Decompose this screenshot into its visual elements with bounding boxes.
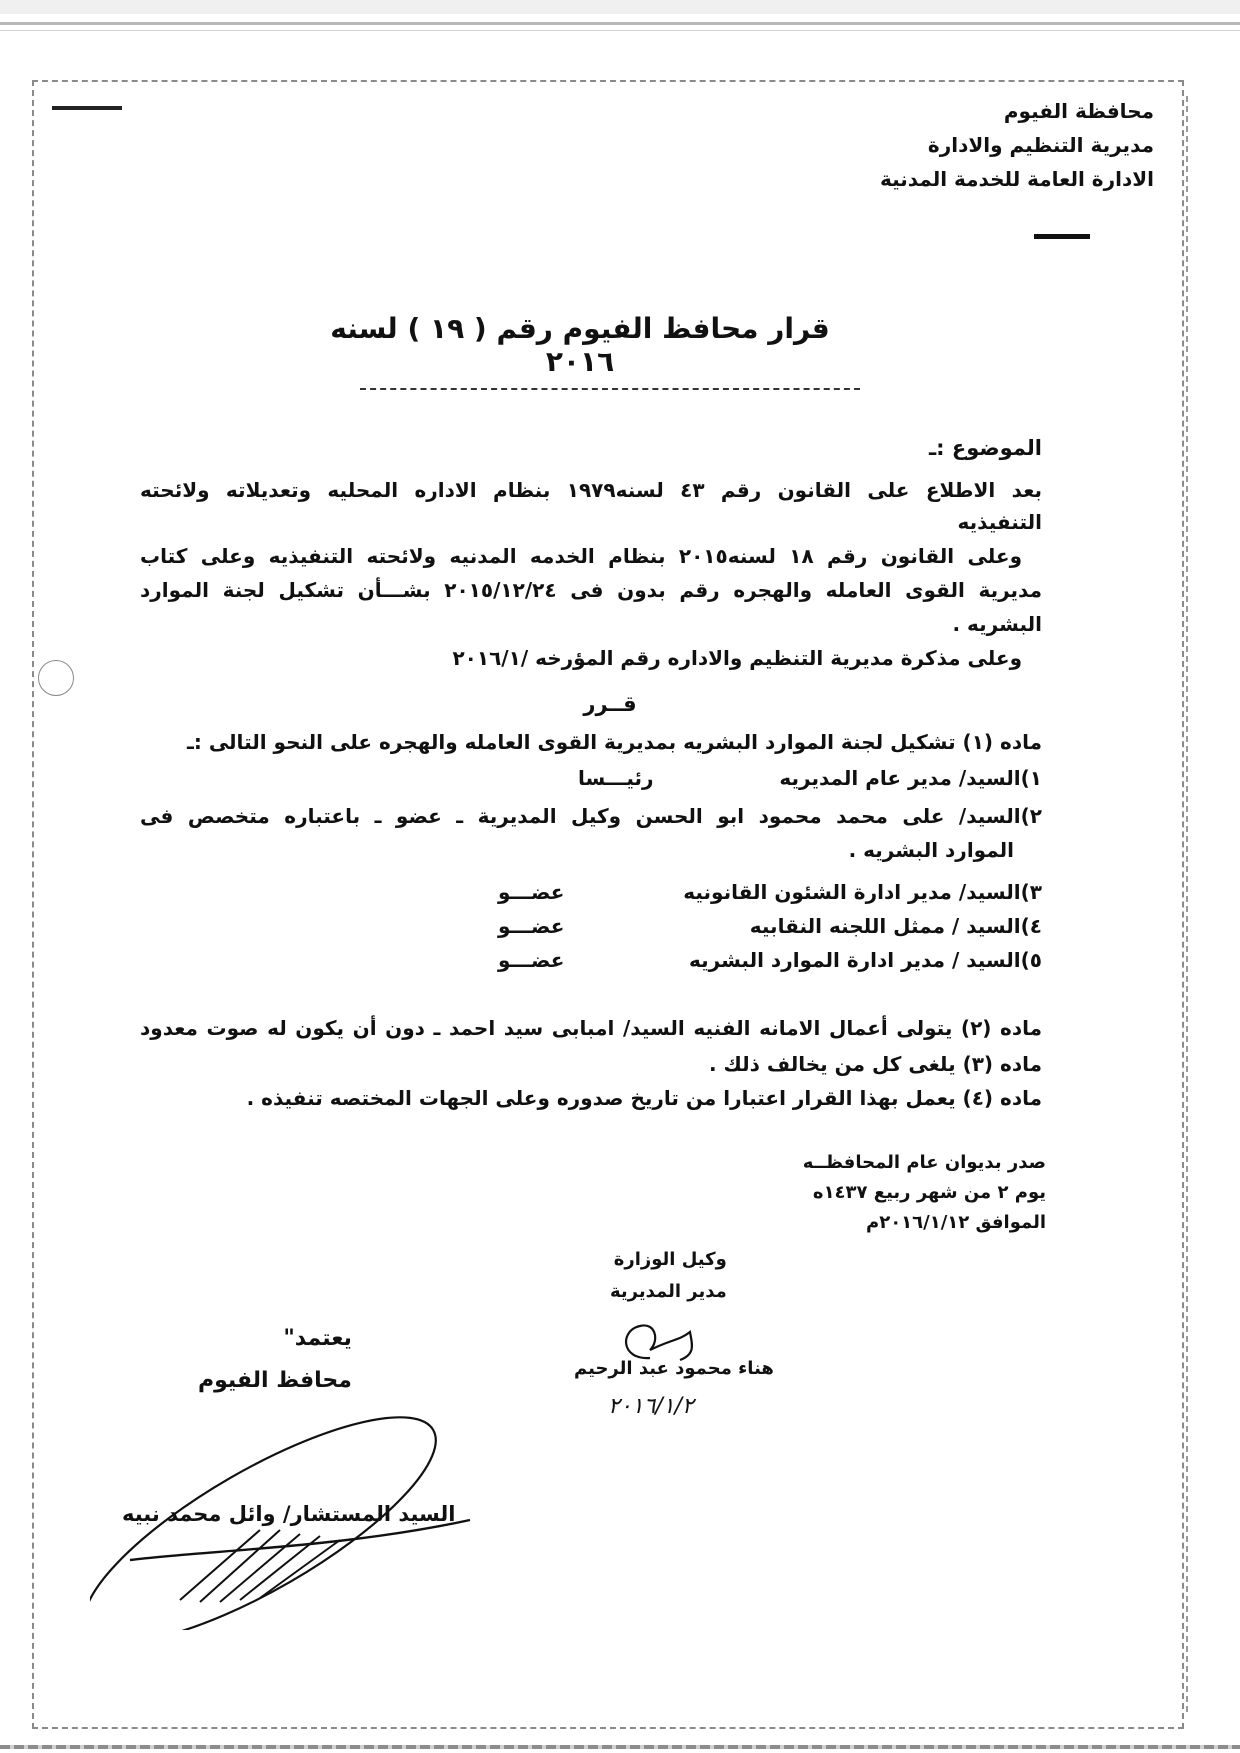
scan-edge-line [0,30,1240,31]
deputy-signature-date: ٢٠١٦/١/٢ [608,1394,694,1419]
scan-edge-line [0,22,1240,25]
letterhead-directorate: مديرية التنظيم والادارة [927,133,1154,157]
punch-hole [38,660,74,696]
member-role: عضـــو [498,948,565,972]
governor-title: محافظ الفيوم [198,1368,352,1393]
letterhead-rule [1034,234,1090,239]
decree-title: قرار محافظ الفيوم رقم ( ١٩ ) لسنه ٢٠١٦ [330,312,830,378]
scan-border-bottom [0,1745,1240,1749]
committee-member: ٣)السيد/ مدير ادارة الشئون القانونيه [683,880,1042,904]
letterhead-governorate: محافظة الفيوم [1003,99,1154,123]
letterhead [880,94,1154,196]
document-frame-edge [1186,96,1188,1716]
article-2: ماده (٢) يتولى أعمال الامانه الفنيه السيد/ امبابى سيد احمد ـ دون أن يكون له صوت معدود [140,1016,1042,1040]
issued-gregorian-date: الموافق ٢٠١٦/١/١٢م [866,1212,1046,1233]
article-4: ماده (٤) يعمل بهذا القرار اعتبارا من تاريخ صدوره وعلى الجهات المختصه تنفيذه . [246,1086,1042,1110]
subject-label: الموضوع :ـ [928,436,1042,460]
deputy-position: مدير المديرية [610,1281,727,1302]
scan-border-top [0,0,1240,14]
title-divider [360,388,860,390]
preamble-line: وعلى القانون رقم ١٨ لسنه٢٠١٥ بنظام الخدمه المدنيه ولائحته التنفيذيه وعلى كتاب [140,544,1022,568]
preamble-line: التنفيذيه [957,510,1042,534]
preamble-line: البشريه . [952,612,1042,636]
committee-member: ٢)السيد/ على محمد محمود ابو الحسن وكيل المديرية ـ عضو ـ باعتباره متخصص فى [140,804,1042,828]
member-role: عضـــو [498,914,565,938]
decided-heading: قــرر [583,692,637,716]
preamble-line: مديرية القوى العامله والهجره رقم بدون فى ٢٠١٥/١٢/٢٤ بشـــأن تشكيل لجنة الموارد [140,578,1042,602]
issued-hijri-date: يوم ٢ من شهر ربيع ١٤٣٧ه [812,1182,1046,1203]
deputy-title: وكيل الوزارة [613,1249,727,1270]
article-1: ماده (١) تشكيل لجنة الموارد البشريه بمديرية القوى العامله والهجره على النحو التالى :ـ [187,730,1042,754]
committee-member-continued: الموارد البشريه . [848,838,1014,862]
counsellor-name: السيد المستشار/ وائل محمد نبيه [122,1502,456,1526]
letterhead-department: الادارة العامة للخدمة المدنية [879,167,1154,191]
governor-signature [90,1330,510,1630]
approval-label: يعتمد" [283,1326,352,1351]
issuance-block [803,1148,1046,1238]
deputy-name: هناء محمود عبد الرحيم [574,1358,774,1379]
committee-member: ٥)السيد / مدير ادارة الموارد البشريه [689,948,1042,972]
preamble-line: بعد الاطلاع على القانون رقم ٤٣ لسنه١٩٧٩ بنظام الاداره المحليه وتعديلاته ولائحته [140,478,1042,502]
margin-mark [52,106,122,110]
deputy-signature-block [610,1244,727,1308]
committee-member: ١)السيد/ مدير عام المديريه [779,766,1042,790]
member-role: عضـــو [498,880,565,904]
member-role: رئيـــسا [578,766,654,790]
committee-member: ٤)السيد / ممثل اللجنه النقابيه [749,914,1042,938]
issued-place: صدر بديوان عام المحافظــه [802,1152,1046,1173]
preamble-line: وعلى مذكرة مديرية التنظيم والاداره رقم المؤرخه /٢٠١٦/١ [452,646,1022,670]
article-3: ماده (٣) يلغى كل من يخالف ذلك . [708,1052,1042,1076]
